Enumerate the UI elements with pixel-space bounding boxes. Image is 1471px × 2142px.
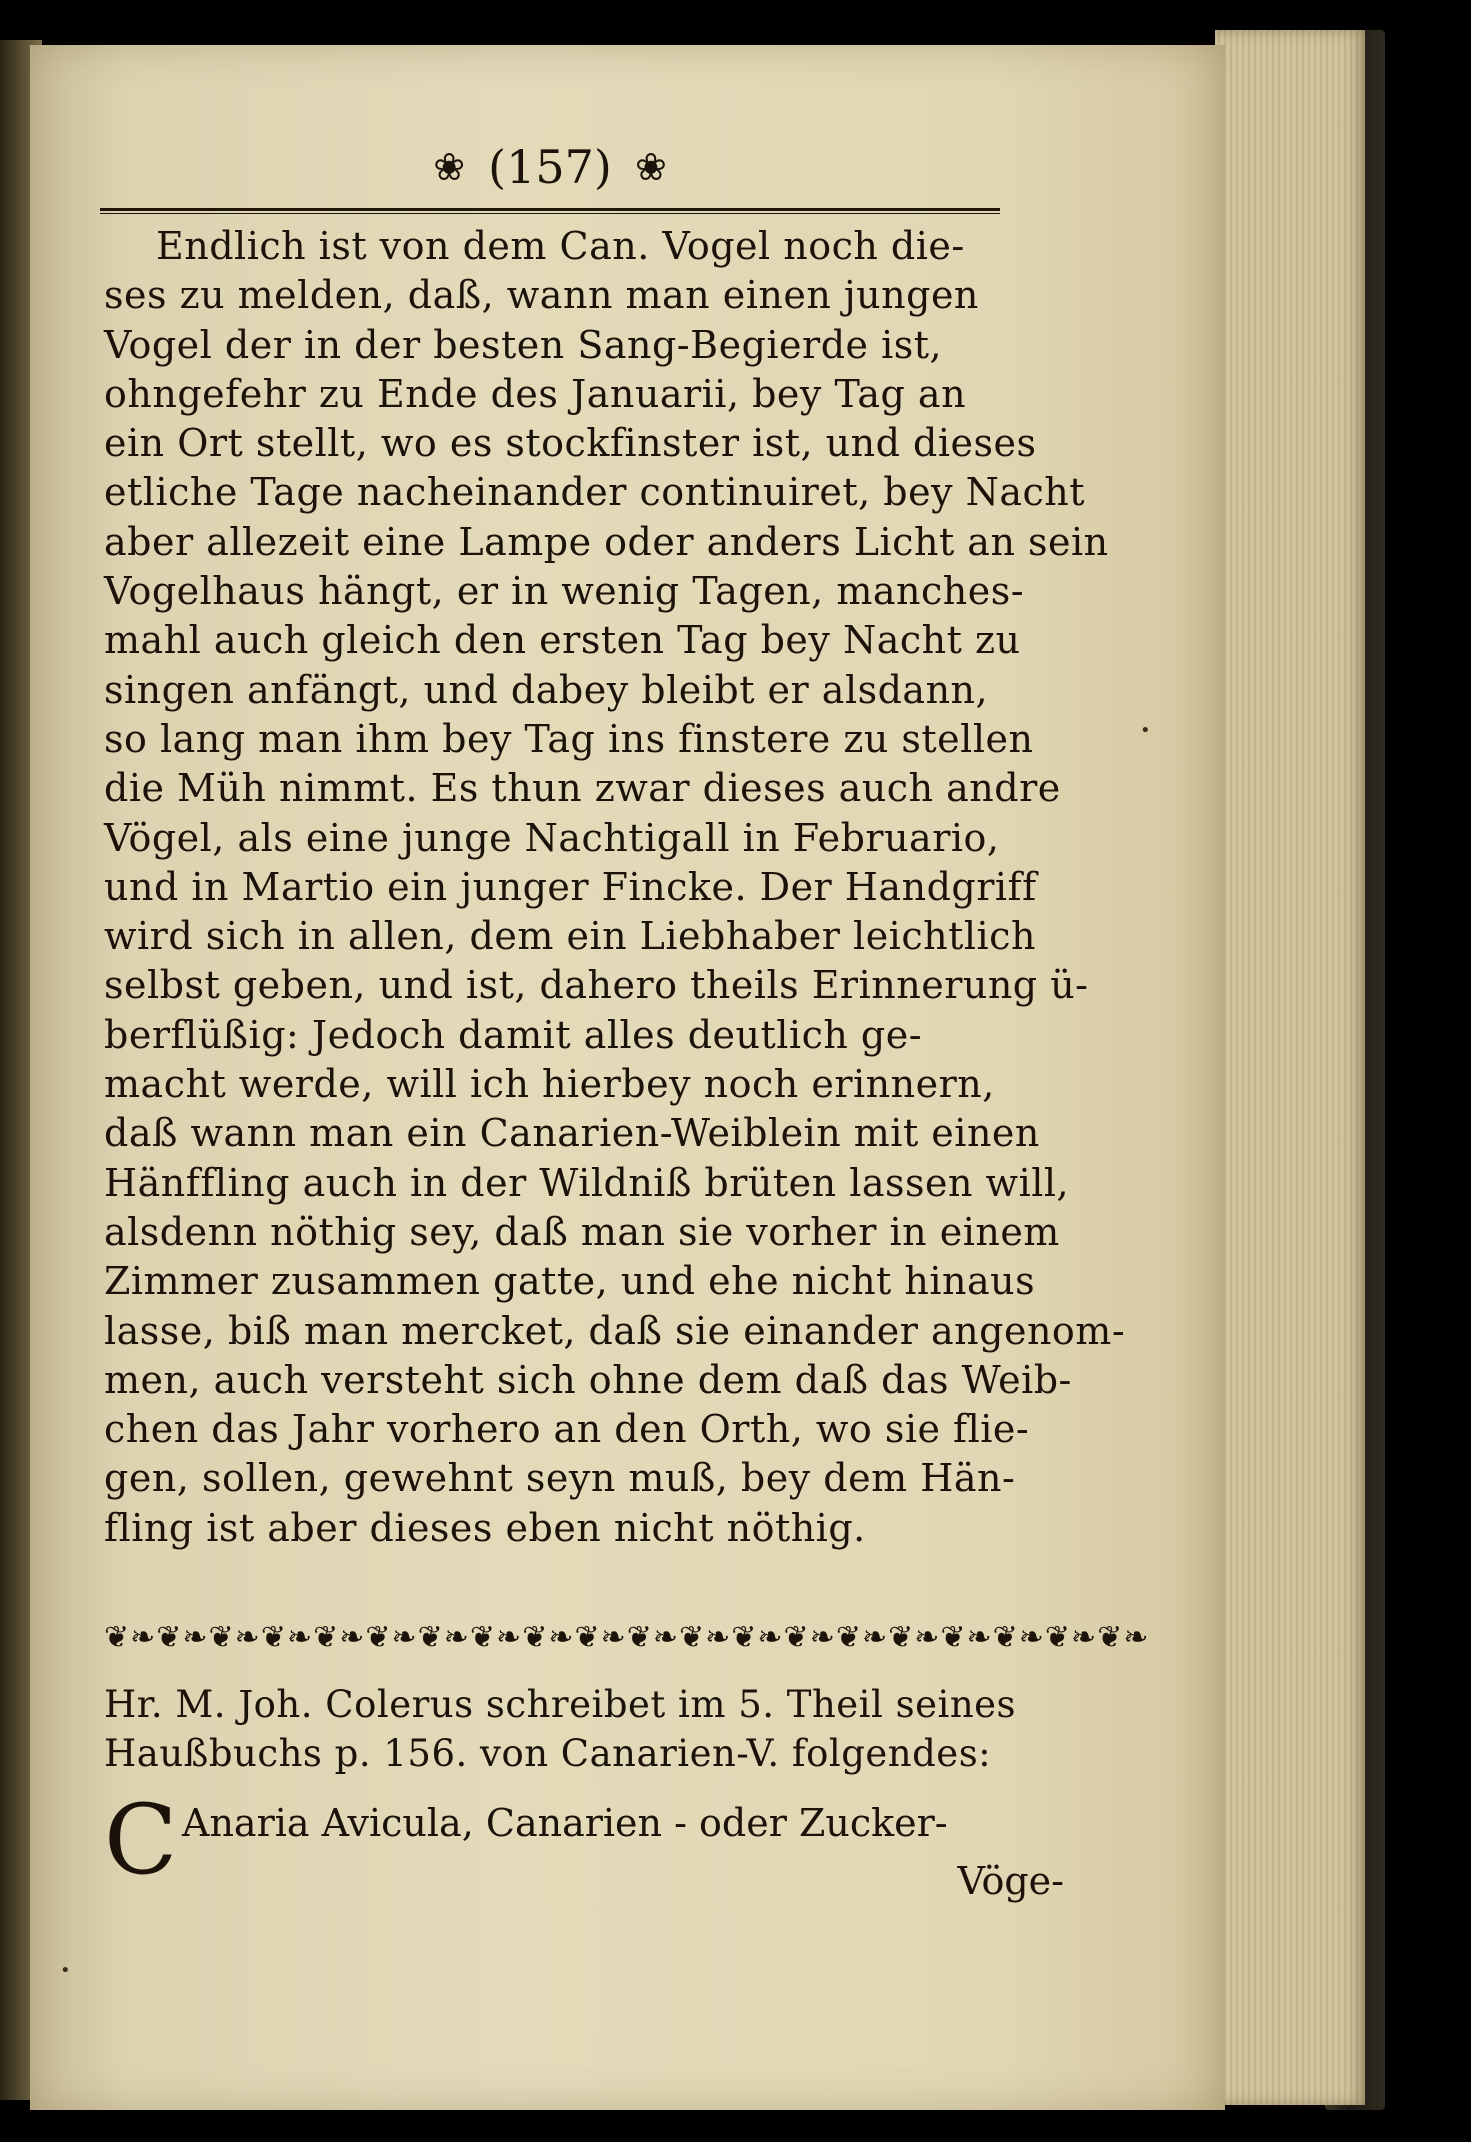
citation-text — [104, 1680, 1064, 1779]
page-number: (157) — [488, 140, 612, 194]
ornament-left-icon: ❀ — [433, 145, 466, 189]
latin-line: Vöge- — [957, 1859, 1064, 1903]
text-line: Vogelhaus hängt, er in wenig Tagen, manches- — [104, 569, 1025, 614]
ink-speck-icon: • — [60, 1960, 71, 1981]
text-line: Hänffling auch in der Wildniß brüten lassen will, — [104, 1160, 1070, 1205]
text-line: aber allezeit eine Lampe oder anders Licht an sein — [104, 519, 1109, 564]
text-line: ses zu melden, daß, wann man einen jungen — [104, 273, 979, 318]
header-rule — [100, 208, 1000, 211]
drop-capital: C — [104, 1784, 178, 1896]
citation-line: Haußbuchs p. 156. von Canarien-V. folgendes: — [104, 1732, 992, 1776]
text-line: ein Ort stellt, wo es stockfinster ist, und dieses — [104, 421, 1037, 466]
text-line: Vogel der in der besten Sang-Begierde ist, — [104, 322, 943, 367]
text-line: berflüßig: Jedoch damit alles deutlich ge- — [104, 1012, 923, 1057]
header-rule-thin — [100, 213, 1000, 214]
text-line: Endlich ist von dem Can. Vogel noch die- — [156, 224, 965, 268]
text-line: selbst geben, und ist, dahero theils Erinnerung ü- — [104, 963, 1089, 1008]
ornament-divider: ❦❧❦❧❦❧❦❧❦❧❦❧❦❧❦❧❦❧❦❧❦❧❦❧❦❧❦❧❦❧❦❧❦❧❦❧❦❧❦❧ — [104, 1620, 1150, 1655]
text-line: gen, sollen, gewehnt seyn muß, bey dem Hän- — [104, 1456, 1016, 1501]
text-line: Vögel, als eine junge Nachtigall in Februario, — [104, 815, 1000, 860]
text-line: die Müh nimmt. Es thun zwar dieses auch andre — [104, 766, 1061, 811]
text-line: men, auch versteht sich ohne dem daß das Weib- — [104, 1357, 1072, 1402]
ornament-right-icon: ❀ — [634, 145, 667, 189]
text-line: ohngefehr zu Ende des Januarii, bey Tag an — [104, 371, 967, 416]
text-line: Zimmer zusammen gatte, und ehe nicht hinaus — [104, 1259, 1036, 1304]
ink-speck-icon: • — [1140, 720, 1151, 741]
text-line: alsdenn nöthig sey, daß man sie vorher in einem — [104, 1209, 1060, 1254]
page-stack-edge — [1215, 30, 1365, 2105]
text-line: singen anfängt, und dabey bleibt er alsdann, — [104, 667, 989, 712]
text-line: chen das Jahr vorhero an den Orth, wo sie flie- — [104, 1407, 1030, 1452]
text-line: lasse, biß man mercket, daß sie einander angenom- — [104, 1308, 1126, 1353]
text-line: und in Martio ein junger Fincke. Der Handgriff — [104, 864, 1037, 909]
latin-line: Anaria Avicula, Canarien - oder Zucker- — [182, 1801, 948, 1845]
citation-line: Hr. M. Joh. Colerus schreibet im 5. Theil seines — [104, 1683, 1017, 1726]
text-line: wird sich in allen, dem ein Liebhaber leichtlich — [104, 914, 1036, 959]
text-line: etliche Tage nacheinander continuiret, bey Nacht — [104, 470, 1086, 515]
text-line: macht werde, will ich hierbey noch erinnern, — [104, 1062, 995, 1107]
text-line: fling ist aber dieses eben nicht nöthig. — [104, 1505, 866, 1550]
text-line: daß wann man ein Canarien-Weiblein mit einen — [104, 1111, 1040, 1156]
latin-quote — [104, 1784, 1064, 1910]
body-text — [104, 222, 1126, 1553]
text-line: mahl auch gleich den ersten Tag bey Nacht zu — [104, 618, 1021, 663]
text-line: so lang man ihm bey Tag ins finstere zu stellen — [104, 716, 1034, 761]
page-header — [100, 140, 1000, 200]
